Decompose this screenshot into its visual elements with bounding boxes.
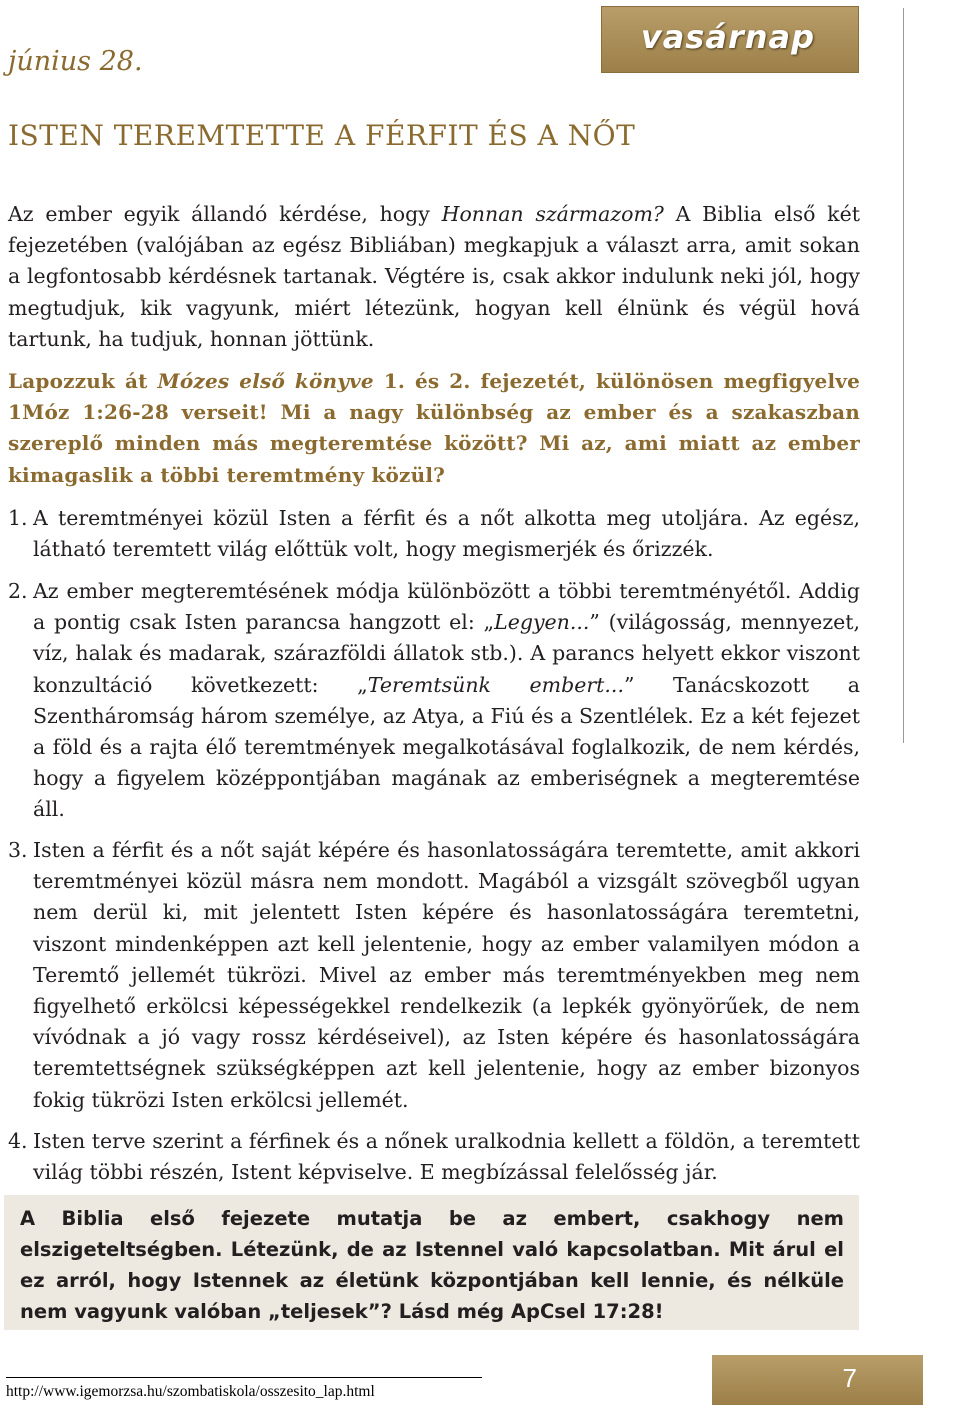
intro-italic: Honnan származom? (441, 202, 664, 226)
intro-paragraph (8, 199, 860, 355)
item-number: 2. (8, 579, 28, 603)
day-label: vasárnap (640, 18, 815, 56)
item-text: Isten terve szerint a férfinek és a nőnek uralkodnia kellett a földön, a teremtett világ többi részén, Istent képviselve. E megbízással felelősség jár. (33, 1129, 860, 1185)
intro-text-2: A Biblia első két fejezetében (valójában az egész Bibliában) megkapjuk a választ arra, amit sokan a legfontosabb kérdésnek tartanak. Végtére is, csak akkor indulunk neki jól, hogy megtudjuk, kik vagyunk, miért létezünk, hogyan kell élnünk és végül hová tartunk, ha tudjuk, honnan jöttünk. (8, 202, 860, 351)
page-number-box (712, 1355, 923, 1405)
study-italic: Mózes első könyve (157, 369, 374, 393)
list-item-3 (8, 835, 860, 1116)
item-text: A teremtményei közül Isten a férfit és a nőt alkotta meg utoljára. Az egész, látható teremtett világ előttük volt, hogy megismerjék és őrizzék. (33, 506, 860, 562)
item-number: 3. (8, 838, 28, 862)
summary-text: A Biblia első fejezete mutatja be az embert, csakhogy nem elszigeteltségben. Létezünk, de az Istennel való kapcsolatban. Mit árul el ez arról, hogy Istennek az életünk központjában kell lennie, és nélküle nem vagyunk valóban „teljesek”? Lásd még ApCsel 17:28! (20, 1207, 844, 1323)
item-number: 1. (8, 506, 28, 530)
item-text-part: Az ember megteremtésének módja különbözött a többi teremtményétől. Addig a pontig csak Isten parancsa hangzott el: „ (33, 579, 860, 635)
intro-text-1: Az ember egyik állandó kérdése, hogy (8, 202, 442, 226)
item-text (33, 576, 860, 826)
list-item-4 (8, 1126, 860, 1188)
summary-box (4, 1195, 859, 1330)
list-item-1 (8, 503, 860, 565)
margin-rule (903, 8, 904, 743)
study-text-2: 1. és 2. fejezetét, különösen megfigyelve 1Móz 1:26-28 verseit! Mi a nagy különbség az ember és a szakaszban szereplő minden más megteremtése között? Mi az, ami miatt az ember kimagaslik a többi teremtmény közül? (8, 369, 860, 487)
item-text-part: ” (világosság, mennyezet, víz, halak és madarak, szárazföldi állatok stb.). A parancs helyett ekkor viszont konzultáció következett: „ (33, 610, 861, 697)
item-number: 4. (8, 1129, 28, 1153)
footer-url[interactable]: http://www.igemorzsa.hu/szombatiskola/osszesito_lap.html (6, 1383, 375, 1400)
page-title: ISTEN TEREMTETTE A FÉRFIT ÉS A NŐT (8, 119, 636, 152)
item-text-part: ” Tanácskozott a Szentháromság három személye, az Atya, a Fiú és a Szentlélek. Ez a két fejezet a föld és a rajta élő teremtmények megalkotásával foglalkozik, de nem kérdés, hogy a figyelem középpontjában magának az emberiségnek a megteremtése áll. (33, 672, 860, 822)
study-text-1: Lapozzuk át (8, 369, 158, 393)
lesson-date: június 28. (8, 46, 143, 77)
item-text: Isten a férfit és a nőt saját képére és hasonlatosságára teremtette, amit akkori teremtményei közül másra nem mondott. Magából a vizsgált szövegből ugyan nem derül ki, mit jelentett Isten képére és hasonlatosságára teremtetni, viszont mindenképpen azt kell jelentenie, hogy az ember valamilyen módon a Teremtő jellemét tükrözi. Mivel az ember más teremtményekben meg nem figyelhető erkölcsi képességekkel rendelkezik (a lepkék gyönyörűek, de nem vívódnak a jó vagy rossz kérdéseivel), az Isten képére és hasonlatosságára teremtettségnek szükségképpen azt kell jelentenie, hogy az ember bizonyos fokig tükrözi Isten erkölcsi jellemét. (33, 838, 860, 1112)
footer-divider (6, 1377, 482, 1378)
study-prompt (8, 366, 860, 491)
page-number: 7 (842, 1363, 857, 1393)
day-badge (601, 6, 859, 73)
list-item-2 (8, 576, 860, 826)
item-italic: Legyen... (494, 610, 590, 635)
item-italic: Teremtsünk embert... (367, 672, 624, 697)
